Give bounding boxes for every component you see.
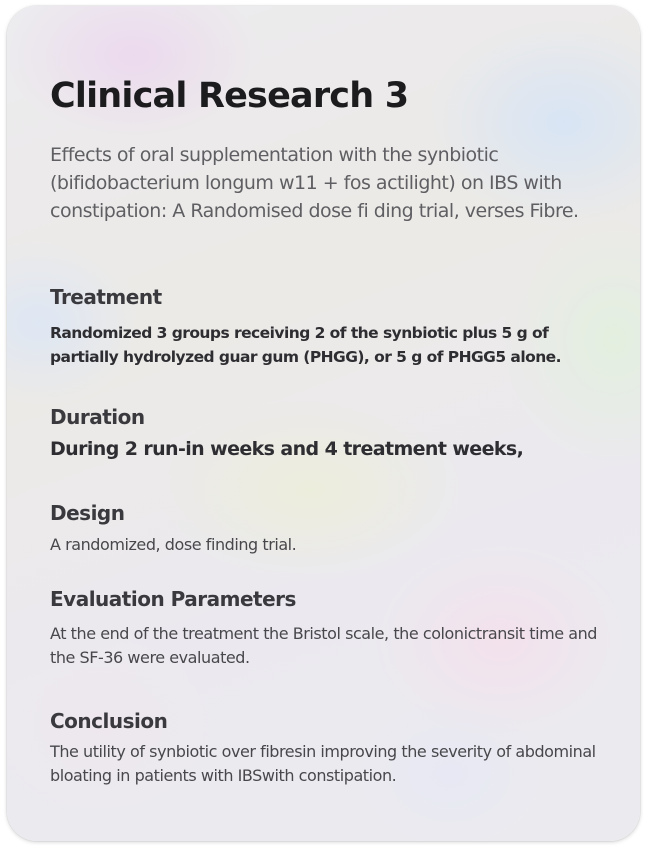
design-heading: Design: [50, 501, 125, 525]
card-title: Clinical Research 3: [50, 76, 409, 116]
duration-heading: Duration: [50, 405, 145, 429]
evaluation-text: At the end of the treatment the Bristol scale, the colonictransit time and the SF-36 were evaluated.: [50, 624, 597, 667]
conclusion-text: The utility of synbiotic over fibresin improving the severity of abdominal bloating in patients with IBSwith constipation.: [50, 742, 596, 785]
clinical-research-card: [7, 6, 640, 841]
duration-text: During 2 run-in weeks and 4 treatment weeks,: [50, 438, 524, 460]
card-subtitle: Effects of oral supplementation with the synbiotic (bifidobacterium longum w11 + fos actilight) on IBS with constipation: A Randomised dose fi ding trial, verses Fibre.: [50, 144, 579, 222]
design-text: A randomized, dose finding trial.: [50, 535, 297, 554]
treatment-heading: Treatment: [50, 285, 162, 309]
conclusion-heading: Conclusion: [50, 709, 168, 733]
treatment-text: Randomized 3 groups receiving 2 of the synbiotic plus 5 g of partially hydrolyzed guar gum (PHGG), or 5 g of PHGG5 alone.: [50, 324, 561, 366]
evaluation-heading: Evaluation Parameters: [50, 587, 296, 611]
